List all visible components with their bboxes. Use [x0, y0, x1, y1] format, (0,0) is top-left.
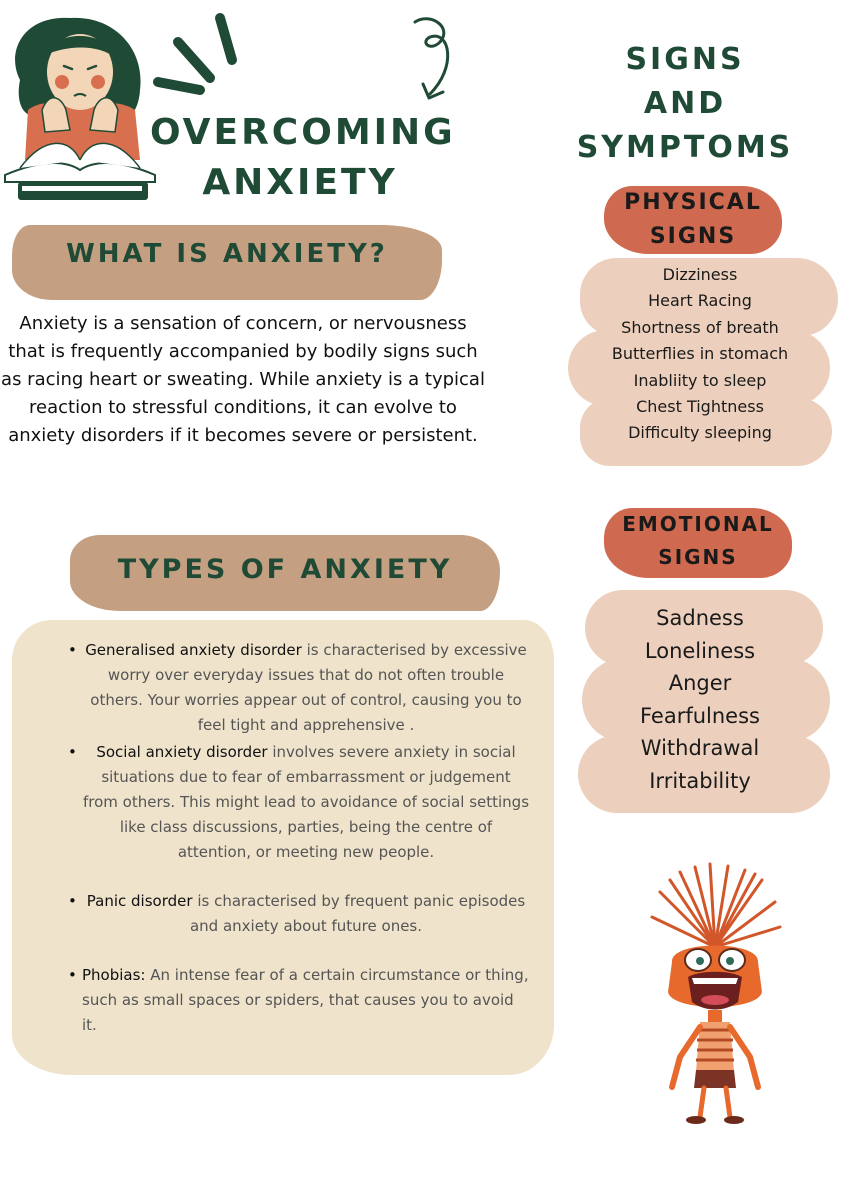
anxious-reader-illustration	[0, 10, 160, 205]
list-item: Sadness	[656, 606, 744, 630]
signs-and-symptoms-heading	[570, 38, 800, 170]
description-social-anxiety: involves severe anxiety in social situations due to fear of embarrassment or judgement from others. This might lead to avoidance of social settings like class discussions, parties, being the centre of attention, or meeting new people.	[82, 743, 530, 861]
list-item: Withdrawal	[640, 736, 760, 761]
list-item: Loneliness	[644, 638, 756, 663]
list-item: Chest Tightness	[636, 397, 764, 417]
page-title	[150, 108, 456, 208]
bullet-icon: •	[68, 966, 77, 984]
bullet-icon: •	[68, 892, 77, 910]
physical-signs-list	[580, 262, 820, 447]
description-phobias: An intense fear of a certain circumstance or thing, such as small spaces or spiders, that causes you to avoid it.	[82, 966, 529, 1034]
list-item: Butterflies in stomach	[611, 344, 789, 364]
bullet-icon: •	[68, 641, 77, 659]
signs-title-line-2: AND	[643, 86, 727, 121]
physical-title-line-1: PHYSICAL	[624, 190, 762, 215]
signs-title-line-3: SYMPTOMS	[576, 130, 794, 165]
signs-title-line-1: SIGNS	[625, 42, 745, 77]
list-item-generalised-anxiety	[60, 638, 530, 738]
term-phobias: Phobias:	[82, 966, 146, 984]
types-of-anxiety-list	[60, 638, 530, 1038]
page-title-line-1: OVERCOMING	[150, 112, 456, 153]
what-is-anxiety-heading: WHAT IS ANXIETY?	[66, 239, 388, 269]
anxious-character-illustration	[640, 862, 790, 1127]
term-social-anxiety: Social anxiety disorder	[96, 743, 268, 761]
term-panic-disorder: Panic disorder	[86, 892, 193, 910]
list-item: Dizziness	[662, 265, 738, 284]
anxiety-definition-text: Anxiety is a sensation of concern, or nervousness that is frequently accompanied by bodily signs such as racing heart or sweating. While anxiety is a typical reaction to stressful conditions, it can evolve to anxiety disorders if it becomes severe or persistent.	[1, 313, 485, 446]
list-item-social-anxiety	[60, 740, 530, 865]
emotional-title-line-1: EMOTIONAL	[622, 512, 774, 536]
description-generalised-anxiety: is characterised by excessive worry over everyday issues that do not often trouble others. Your worries appear out of control, causing you to feel tight and apprehensive .	[90, 641, 527, 734]
list-item: Difficulty sleeping	[628, 423, 772, 443]
list-item: Fearfulness	[639, 703, 760, 728]
page-title-line-2: ANXIETY	[202, 162, 398, 203]
emotional-signs-heading	[600, 508, 796, 574]
list-item: Irritability	[649, 768, 751, 793]
anxiety-strokes-icon	[150, 10, 250, 100]
list-item: Inabliity to sleep	[633, 370, 767, 390]
description-panic-disorder: is characterised by frequent panic episodes and anxiety about future ones.	[189, 892, 526, 935]
types-of-anxiety-heading: TYPES OF ANXIETY	[117, 554, 453, 585]
curved-arrow-icon	[395, 12, 465, 107]
physical-signs-heading	[594, 186, 792, 254]
physical-title-line-2: SIGNS	[649, 224, 737, 249]
list-item: Shortness of breath	[621, 317, 779, 337]
bullet-icon: •	[68, 743, 77, 761]
list-item-panic-disorder	[60, 889, 530, 939]
list-item-phobias	[60, 963, 530, 1038]
emotional-title-line-2: SIGNS	[658, 545, 738, 569]
emotional-signs-list	[580, 602, 820, 798]
term-generalised-anxiety: Generalised anxiety disorder	[85, 641, 302, 659]
list-item: Anger	[668, 671, 732, 696]
list-item: Heart Racing	[648, 291, 752, 311]
